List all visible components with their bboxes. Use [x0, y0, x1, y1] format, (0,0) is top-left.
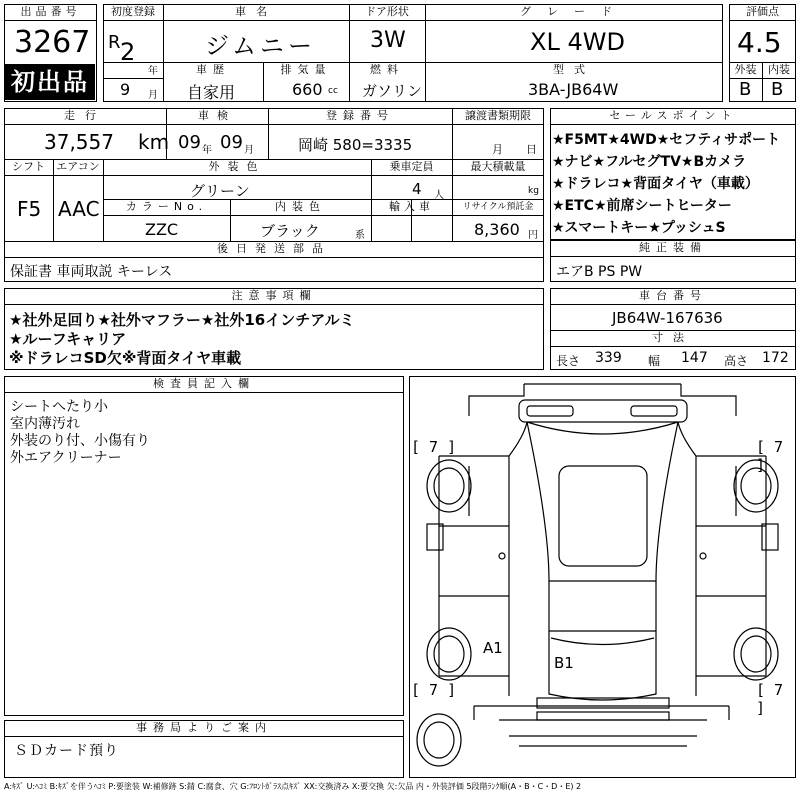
recycle-unit: 円	[528, 230, 538, 241]
lot-number: 3267	[14, 25, 91, 60]
model: 3BA-JB64W	[528, 80, 619, 99]
office-note: ＳＤカード預り	[14, 743, 119, 759]
inspector-label: 検査員記入欄	[153, 377, 255, 390]
reg-month: 9	[120, 80, 131, 99]
aircon-label: エアコン	[56, 160, 100, 173]
reg-year: 2	[120, 38, 136, 66]
inspector-line: 外装のり付、小傷有り	[10, 433, 150, 449]
tire-mark-front-left: [ 7 ]	[411, 438, 457, 456]
dims-label: 寸法	[652, 331, 694, 344]
tire-mark-rear-right: [ 7 ]	[756, 681, 784, 717]
equipment-label: 純正装備	[639, 241, 707, 254]
mileage-label: 走行	[64, 109, 106, 122]
grade-label: グレード	[520, 5, 628, 18]
width: 147	[681, 350, 708, 366]
door-label: ドア形状	[365, 5, 409, 18]
lot-label: 出品番号	[20, 5, 81, 18]
ext-color-label: 外装色	[208, 160, 266, 173]
tire-mark-rear-left: [ 7 ]	[411, 681, 457, 699]
notes-label: 注意事項欄	[231, 289, 317, 302]
import-label: 輸入車	[389, 200, 434, 213]
later-parts: 保証書 車両取説 キーレス	[10, 264, 173, 280]
inspector-line: 外エアクリーナー	[10, 450, 122, 466]
notes-line: ※ドラレコSD欠※背面タイヤ車載	[9, 349, 242, 367]
shift-label: シフト	[12, 160, 45, 173]
notes-line: ★社外足回り★社外マフラー★社外16インチアルミ	[9, 311, 355, 329]
recycle-fee: 8,360	[474, 220, 520, 239]
history: 自家用	[187, 83, 236, 102]
model-label: 型式	[553, 63, 595, 76]
sales-point-line: ★ETC★前席シートヒーター	[552, 198, 732, 214]
inspection-label: 車検	[198, 109, 236, 122]
displacement: 660	[292, 80, 323, 99]
chassis-label: 車台番号	[639, 289, 707, 302]
color-no-label: カラーNo.	[125, 200, 208, 213]
load-unit: kg	[528, 186, 539, 196]
transfer-month-unit: 月	[492, 143, 503, 156]
height: 172	[762, 350, 789, 366]
damage-mark-a1: A1	[483, 639, 503, 657]
color-no: ZZC	[145, 220, 179, 239]
height-label: 高さ	[724, 354, 749, 368]
interior-label: 内装	[768, 63, 790, 76]
damage-mark-b1: B1	[554, 654, 574, 672]
door-type: 3W	[370, 28, 406, 53]
exterior-grade: B	[739, 79, 752, 100]
history-label: 車歴	[196, 63, 230, 76]
sales-points-label: セールスポイント	[609, 109, 737, 122]
width-label: 幅	[648, 354, 661, 368]
capacity: 4	[412, 180, 422, 198]
exterior-label: 外装	[734, 63, 757, 76]
tire-mark-front-right: [ 7 ]	[756, 438, 784, 474]
mileage-unit: km	[138, 130, 170, 154]
office-label: 事務局よりご案内	[136, 721, 272, 734]
int-color: ブラック	[260, 222, 320, 240]
plate-label: 登録番号	[326, 109, 394, 122]
displacement-label: 排気量	[280, 63, 332, 76]
score-label: 評価点	[746, 5, 779, 18]
plate-number: 岡崎 580=3335	[298, 136, 413, 154]
inspector-line: シートへたり小	[10, 399, 108, 415]
inspection-month: 09	[220, 132, 243, 153]
inspection-year: 09	[178, 132, 201, 153]
notes-line: ★ルーフキャリア	[9, 330, 127, 348]
year-unit: 年	[148, 66, 158, 77]
recycle-label: リサイクル預託金	[462, 202, 534, 212]
interior-grade: B	[771, 79, 784, 100]
era: R	[108, 32, 121, 53]
first-listing-badge: 初出品	[5, 64, 95, 100]
aircon: AAC	[58, 197, 100, 221]
fuel: ガソリン	[362, 82, 423, 100]
length: 339	[595, 350, 622, 366]
shift: F5	[17, 197, 42, 221]
car-name: ジムニー	[205, 32, 317, 60]
inspection-year-unit: 年	[202, 145, 212, 156]
car-diagram	[409, 376, 796, 778]
chassis-number: JB64W-167636	[612, 309, 723, 327]
sales-point-line: ★F5MT★4WD★セフティサポート	[552, 132, 781, 148]
month-unit: 月	[148, 90, 158, 101]
equipment-value: エアB PS PW	[556, 264, 643, 280]
inspector-line: 室内薄汚れ	[10, 416, 80, 432]
score: 4.5	[737, 26, 782, 59]
later-parts-label: 後日発送部品	[217, 242, 331, 255]
first-reg-label: 初度登録	[111, 5, 155, 18]
transfer-day-unit: 日	[526, 143, 537, 156]
capacity-unit: 人	[434, 190, 444, 201]
inspection-month-unit: 月	[244, 145, 254, 156]
sales-point-line: ★ナビ★フルセグTV★Bカメラ	[552, 154, 747, 170]
grade: XL 4WD	[530, 28, 625, 56]
length-label: 長さ	[556, 354, 581, 368]
capacity-label: 乗車定員	[389, 160, 434, 173]
displacement-unit: cc	[328, 86, 338, 96]
load-label: 最大積載量	[470, 160, 526, 173]
sales-point-line: ★スマートキー★プッシュS	[552, 220, 726, 236]
legend: A:ｷｽﾞ U:ﾍｺﾐ B:ｷｽﾞを伴うﾍｺﾐ P:要塗装 W:補修跡 S:錆 C:腐食、穴 G:ﾌﾛﾝﾄｶﾞﾗｽ点ｷｽﾞ XX:交換済み X:要交換 欠:欠品 内・外装評価 5段階ﾗﾝｸ順(A・B・C・D・E) 2	[4, 782, 582, 791]
int-color-suffix: 系	[355, 230, 365, 241]
mileage: 37,557	[44, 130, 114, 154]
ext-color: グリーン	[190, 182, 250, 200]
int-color-label: 内装色	[275, 200, 326, 213]
sales-point-line: ★ドラレコ★背面タイヤ（車載）	[552, 176, 759, 192]
car-name-label: 車名	[235, 5, 277, 18]
fuel-label: 燃料	[370, 63, 404, 76]
transfer-label: 譲渡書類期限	[465, 109, 531, 122]
